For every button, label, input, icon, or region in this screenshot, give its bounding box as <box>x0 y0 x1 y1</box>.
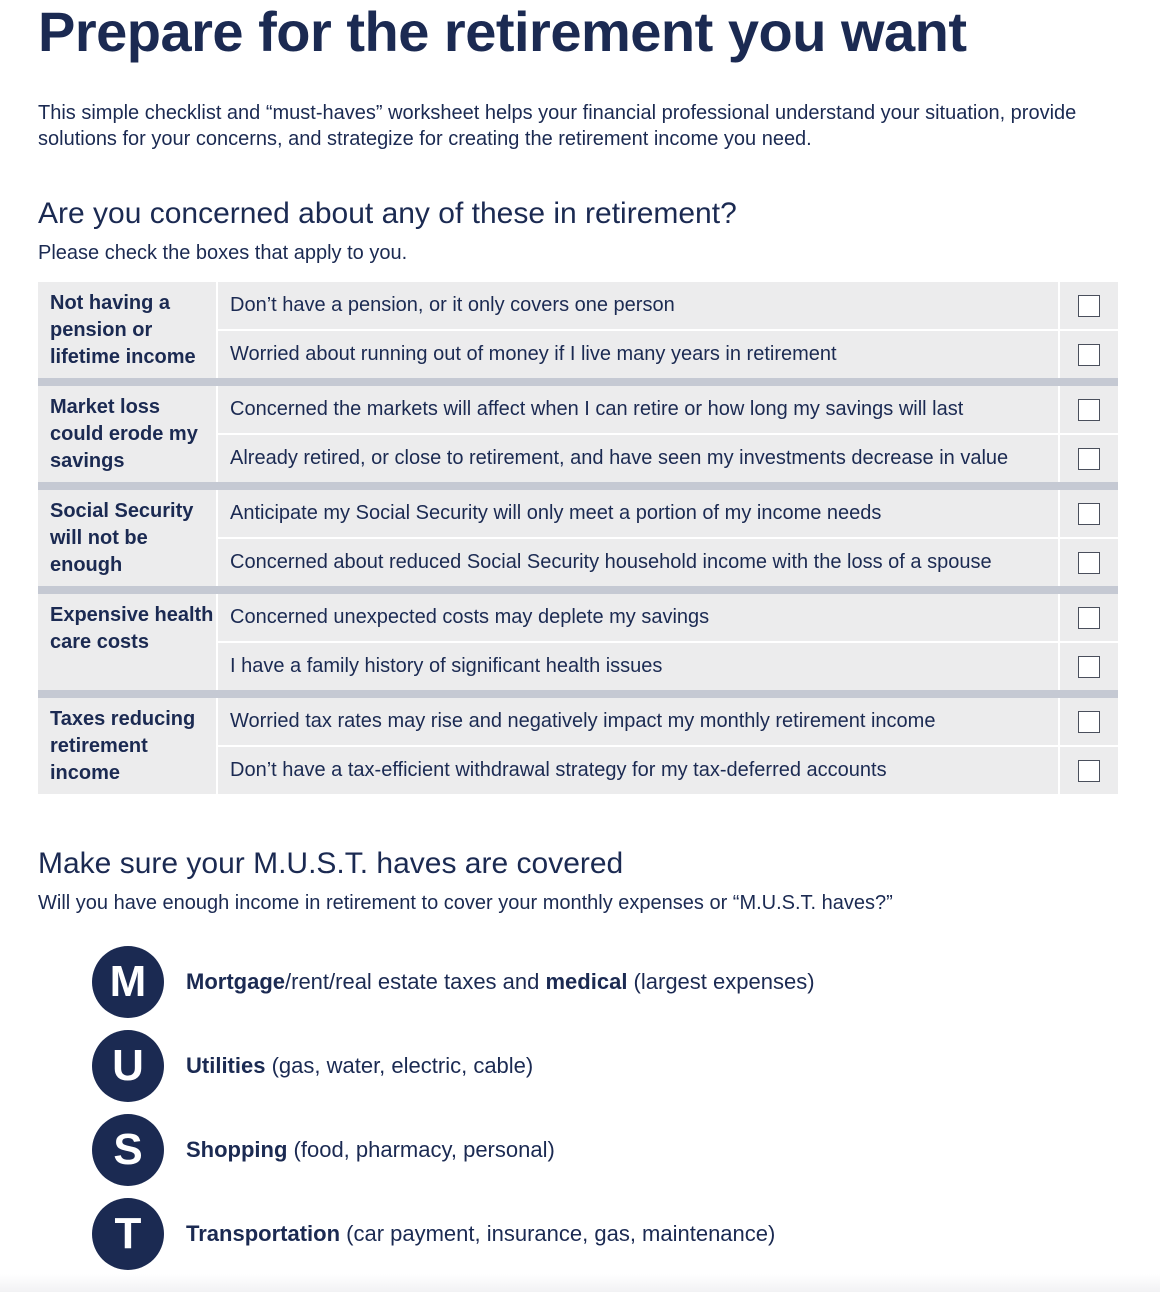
checklist-item-text: Concerned unexpected costs may deplete my savings <box>230 606 710 628</box>
checkbox[interactable] <box>1078 760 1100 782</box>
must-item-text: Transportation (car payment, insurance, gas, maintenance) <box>186 1221 776 1246</box>
concerns-instruction: Please check the boxes that apply to you. <box>38 242 408 264</box>
letter-s-badge: S <box>92 1114 164 1186</box>
letter-t-badge: T <box>92 1198 164 1270</box>
checklist-row <box>218 282 1118 329</box>
checklist-item-text: Don’t have a tax-efficient withdrawal strategy for my tax-deferred accounts <box>230 759 887 781</box>
concern-group-health-care <box>38 586 1118 690</box>
checkbox[interactable] <box>1078 399 1100 421</box>
checklist-row <box>218 386 1118 433</box>
checklist-row <box>218 490 1118 537</box>
must-list <box>38 946 1118 1270</box>
checkbox[interactable] <box>1078 344 1100 366</box>
must-question: Will you have enough income in retirement to cover your monthly expenses or “M.U.S.T. haves?” <box>38 892 893 914</box>
checkbox[interactable] <box>1078 711 1100 733</box>
checklist-item-text: Worried tax rates may rise and negatively impact my monthly retirement income <box>230 710 936 732</box>
checklist-row <box>218 537 1118 586</box>
checklist-row <box>218 698 1118 745</box>
concern-group-label: Not having a pension or lifetime income <box>38 282 218 378</box>
checklist-row <box>218 745 1118 794</box>
must-item <box>92 1114 1118 1186</box>
must-item-text: Mortgage/rent/real estate taxes and medical (largest expenses) <box>186 969 815 994</box>
checklist-item-text: Worried about running out of money if I live many years in retirement <box>230 343 837 365</box>
concern-group-taxes <box>38 690 1118 794</box>
checkbox[interactable] <box>1078 656 1100 678</box>
checkbox[interactable] <box>1078 607 1100 629</box>
checklist-row <box>218 641 1118 690</box>
letter-u-badge: U <box>92 1030 164 1102</box>
checklist-item-text: I have a family history of significant health issues <box>230 655 663 677</box>
concerns-checklist <box>38 282 1118 794</box>
must-item <box>92 1198 1118 1270</box>
checkbox[interactable] <box>1078 503 1100 525</box>
concern-group-social-security <box>38 482 1118 586</box>
checklist-row <box>218 594 1118 641</box>
checklist-item-text: Already retired, or close to retirement, and have seen my investments decrease in value <box>230 447 1009 469</box>
must-item <box>92 1030 1118 1102</box>
letter-m-badge: M <box>92 946 164 1018</box>
concerns-heading: Are you concerned about any of these in retirement? <box>38 197 737 230</box>
worksheet-page <box>38 0 1118 1282</box>
checklist-item-text: Concerned the markets will affect when I can retire or how long my savings will last <box>230 398 964 420</box>
checklist-item-text: Anticipate my Social Security will only meet a portion of my income needs <box>230 502 882 524</box>
checkbox[interactable] <box>1078 552 1100 574</box>
must-item-text: Utilities (gas, water, electric, cable) <box>186 1053 534 1078</box>
checklist-item-text: Don’t have a pension, or it only covers one person <box>230 294 675 316</box>
must-item <box>92 946 1118 1018</box>
concern-group-label: Market loss could erode my savings <box>38 386 218 482</box>
concern-group-pension <box>38 282 1118 378</box>
concern-group-market-loss <box>38 378 1118 482</box>
must-item-text: Shopping (food, pharmacy, personal) <box>186 1137 555 1162</box>
bottom-fade <box>0 1274 1160 1292</box>
must-heading: Make sure your M.U.S.T. haves are covered <box>38 847 624 880</box>
checklist-row <box>218 329 1118 378</box>
intro-paragraph: This simple checklist and “must-haves” worksheet helps your financial professional understand your situation, provide solutions for your concerns, and strategize for creating the retirement income you need. <box>38 102 1077 150</box>
checkbox[interactable] <box>1078 295 1100 317</box>
page-title: Prepare for the retirement you want <box>38 0 967 63</box>
checklist-row <box>218 433 1118 482</box>
checkbox[interactable] <box>1078 448 1100 470</box>
concern-group-label: Social Security will not be enough <box>38 490 218 586</box>
checklist-item-text: Concerned about reduced Social Security household income with the loss of a spouse <box>230 551 992 573</box>
concern-group-label: Taxes reducing retirement income <box>38 698 218 794</box>
concern-group-label: Expensive health care costs <box>38 594 218 690</box>
